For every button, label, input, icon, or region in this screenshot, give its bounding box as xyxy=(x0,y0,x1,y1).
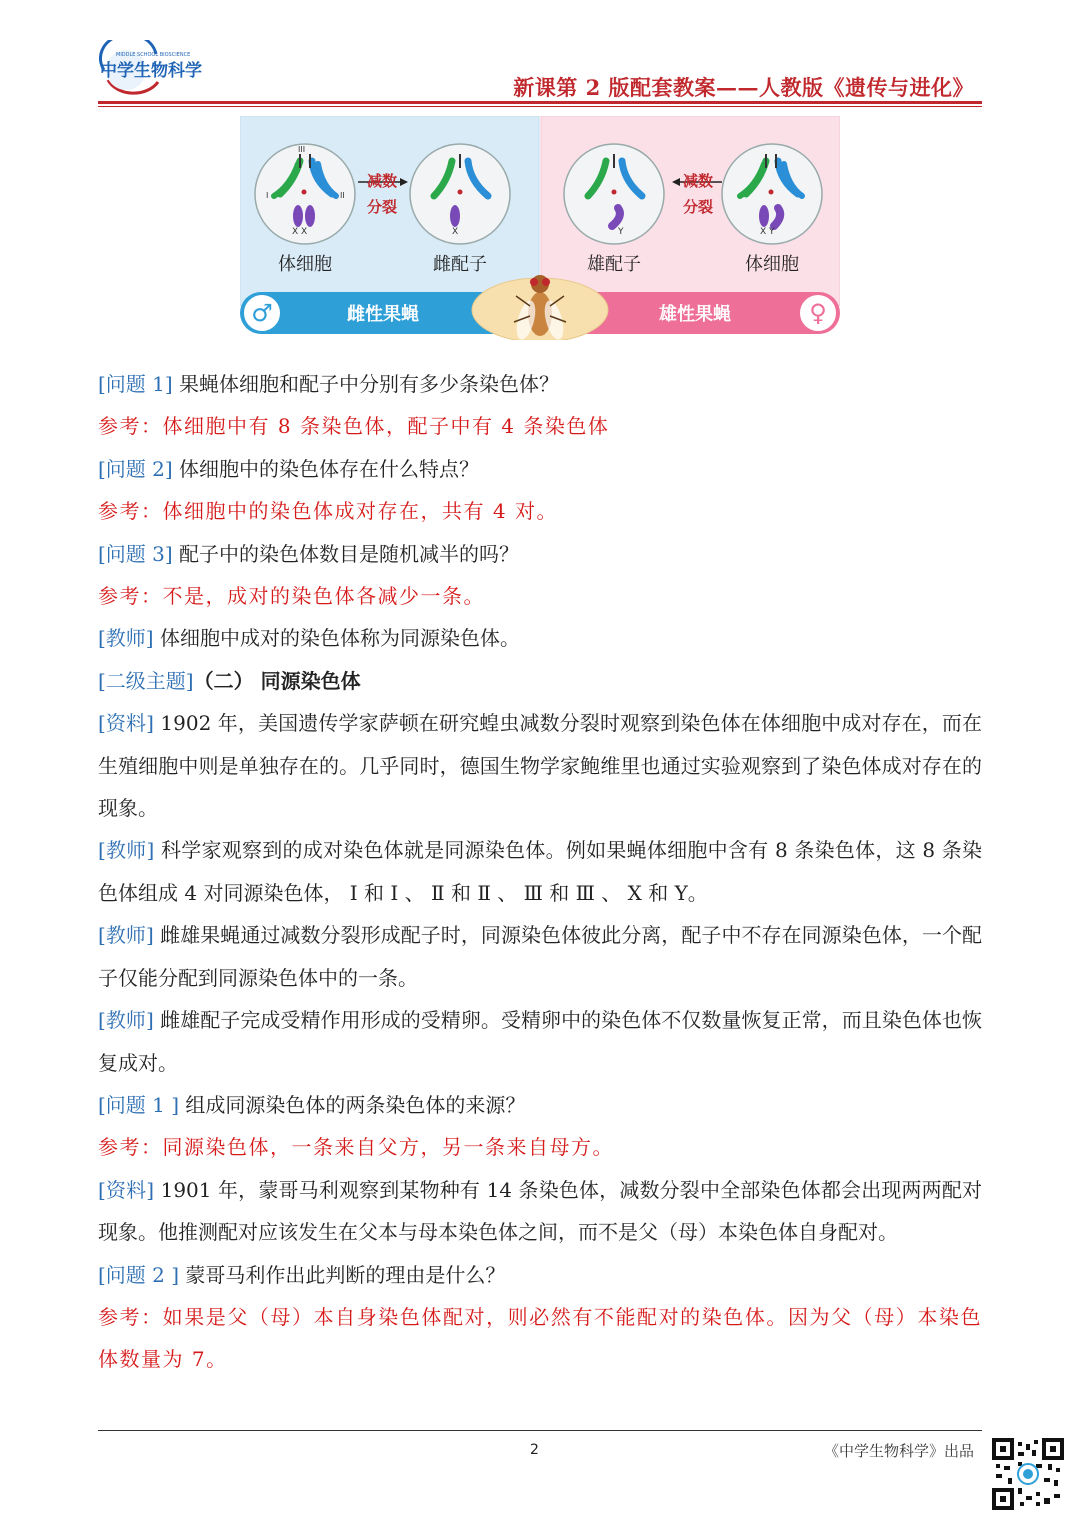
svg-text:II: II xyxy=(340,191,345,200)
arrow-right-label-1: 减数 xyxy=(682,172,714,190)
logo-sub: MIDDLE SCHOOL BIOSCIENCE xyxy=(116,52,191,58)
paragraph-text: 配子中的染色体数目是随机减半的吗？ xyxy=(172,541,520,566)
cell-male-gamete xyxy=(564,144,664,244)
paragraph-tag: [教师] xyxy=(98,1008,154,1033)
cell-somatic-female xyxy=(255,144,355,244)
paragraph-tag: [资料] xyxy=(98,1177,155,1202)
header-rule xyxy=(98,101,982,104)
paragraph-text: 1901 年，蒙哥马利观察到某物种有 14 条染色体，减数分裂中全部染色体都会出现两两配对现象。他推测配对应该发生在父本与母本染色体之间，而不是父（母）本染色体自身配对。 xyxy=(98,1177,982,1245)
paragraph-text: 参考：如果是父（母）本自身染色体配对，则必然有不能配对的染色体。因为父（母）本染色体数量为 7。 xyxy=(98,1304,982,1372)
paragraph-tag: [二级主题] xyxy=(98,668,194,693)
reference-answer xyxy=(98,1296,982,1381)
paragraph xyxy=(98,914,982,999)
paragraph-text: 1902 年，美国遗传学家萨顿在研究蝗虫减数分裂时观察到染色体在体细胞中成对存在，而在生殖细胞中则是单独存在的。几乎同时，德国生物学家鲍维里也通过实验观察到了染色体成对存在的现象。 xyxy=(98,711,982,821)
paragraph-tag: [教师] xyxy=(98,626,154,651)
page-number: 2 xyxy=(530,1442,539,1458)
paragraph-text: 体细胞中的染色体存在什么特点？ xyxy=(172,456,480,481)
band-right-label: 雄性果蝇 xyxy=(659,304,731,325)
paragraph xyxy=(98,702,982,829)
paragraph xyxy=(98,999,982,1084)
paragraph-text: 组成同源染色体的两条染色体的来源？ xyxy=(179,1092,526,1117)
paragraph-text: 雌雄配子完成受精作用形成的受精卵。受精卵中的染色体不仅数量恢复正常，而且染色体也恢复成对。 xyxy=(98,1008,982,1075)
header-title: 新课第 2 版配套教案——人教版《遗传与进化》 xyxy=(513,75,974,100)
section-heading xyxy=(98,660,982,702)
paragraph-tag: [问题 3] xyxy=(98,541,173,566)
paragraph-text: 体细胞中成对的染色体称为同源染色体。 xyxy=(153,626,520,651)
female-symbol-icon: ♀ xyxy=(809,299,827,327)
journal-logo xyxy=(96,40,236,100)
paragraph xyxy=(98,617,982,659)
reference-answer xyxy=(98,490,982,532)
chromosome-figure xyxy=(240,116,840,340)
paragraph-text: 参考：不是，成对的染色体各减少一条。 xyxy=(98,584,485,609)
paragraph xyxy=(98,363,982,405)
paragraph-text: （二） 同源染色体 xyxy=(193,668,361,693)
cell1-label: 体细胞 xyxy=(278,254,332,275)
paragraph-text: 参考：体细胞中有 8 条染色体，配子中有 4 条染色体 xyxy=(98,414,610,439)
paragraph-text: 科学家观察到的成对染色体就是同源染色体。例如果蝇体细胞中含有 8 条染色体，这 8 条染色体组成 4 对同源染色体， Ⅰ 和 Ⅰ 、 Ⅱ 和 Ⅱ 、 Ⅲ 和 Ⅲ 、 X 和 Y。 xyxy=(98,838,982,905)
paragraph xyxy=(98,1084,982,1126)
cell3-label: 雄配子 xyxy=(587,254,641,275)
footer-rule xyxy=(98,1430,982,1431)
lesson-body xyxy=(98,363,982,1381)
paragraph-tag: [问题 1] xyxy=(98,372,173,396)
paragraph-text: 参考：同源染色体，一条来自父方，另一条来自母方。 xyxy=(98,1135,614,1160)
cell-somatic-male xyxy=(722,144,822,244)
paragraph-tag: [问题 2 ] xyxy=(98,1262,180,1287)
male-symbol-icon: ♂ xyxy=(251,299,273,327)
paragraph-text: 果蝇体细胞和配子中分别有多少条染色体？ xyxy=(172,372,560,396)
paragraph xyxy=(98,448,982,490)
svg-text:III: III xyxy=(298,145,306,154)
paragraph xyxy=(98,533,982,575)
reference-answer xyxy=(98,575,982,617)
qr-code-icon xyxy=(992,1438,1064,1510)
footer-credit: 《中学生物科学》出品 xyxy=(823,1442,974,1460)
reference-answer xyxy=(98,1126,982,1168)
svg-text:X: X xyxy=(452,227,459,237)
cell-female-gamete xyxy=(410,144,510,244)
paragraph xyxy=(98,829,982,914)
paragraph xyxy=(98,1254,982,1296)
arrow-left-label-2: 分裂 xyxy=(366,198,398,216)
header-rule-thin xyxy=(98,106,982,107)
arrow-right-label-2: 分裂 xyxy=(682,198,714,216)
paragraph-tag: [资料] xyxy=(98,711,154,736)
svg-text:X X: X X xyxy=(292,227,308,237)
paragraph-text: 参考：体细胞中的染色体成对存在，共有 4 对。 xyxy=(98,499,558,524)
paragraph-tag: [教师] xyxy=(98,923,154,948)
paragraph-tag: [教师] xyxy=(98,838,155,863)
paragraph-tag: [问题 1 ] xyxy=(98,1092,180,1117)
band-left-label: 雌性果蝇 xyxy=(347,304,419,325)
cell4-label: 体细胞 xyxy=(745,254,799,275)
reference-answer xyxy=(98,405,982,447)
arrow-left-label-1: 减数 xyxy=(366,172,398,190)
paragraph xyxy=(98,1169,982,1254)
cell2-label: 雌配子 xyxy=(433,254,487,275)
paragraph-text: 雌雄果蝇通过减数分裂形成配子时，同源染色体彼此分离，配子中不存在同源染色体，一个配子仅能分配到同源染色体中的一条。 xyxy=(98,923,982,990)
paragraph-text: 蒙哥马利作出此判断的理由是什么？ xyxy=(179,1262,506,1287)
svg-text:X Y: X Y xyxy=(760,227,775,237)
svg-text:Y: Y xyxy=(618,227,624,237)
svg-text:I: I xyxy=(266,191,269,200)
logo-text: 中学生物科学 xyxy=(100,61,202,81)
paragraph-tag: [问题 2] xyxy=(98,456,173,481)
